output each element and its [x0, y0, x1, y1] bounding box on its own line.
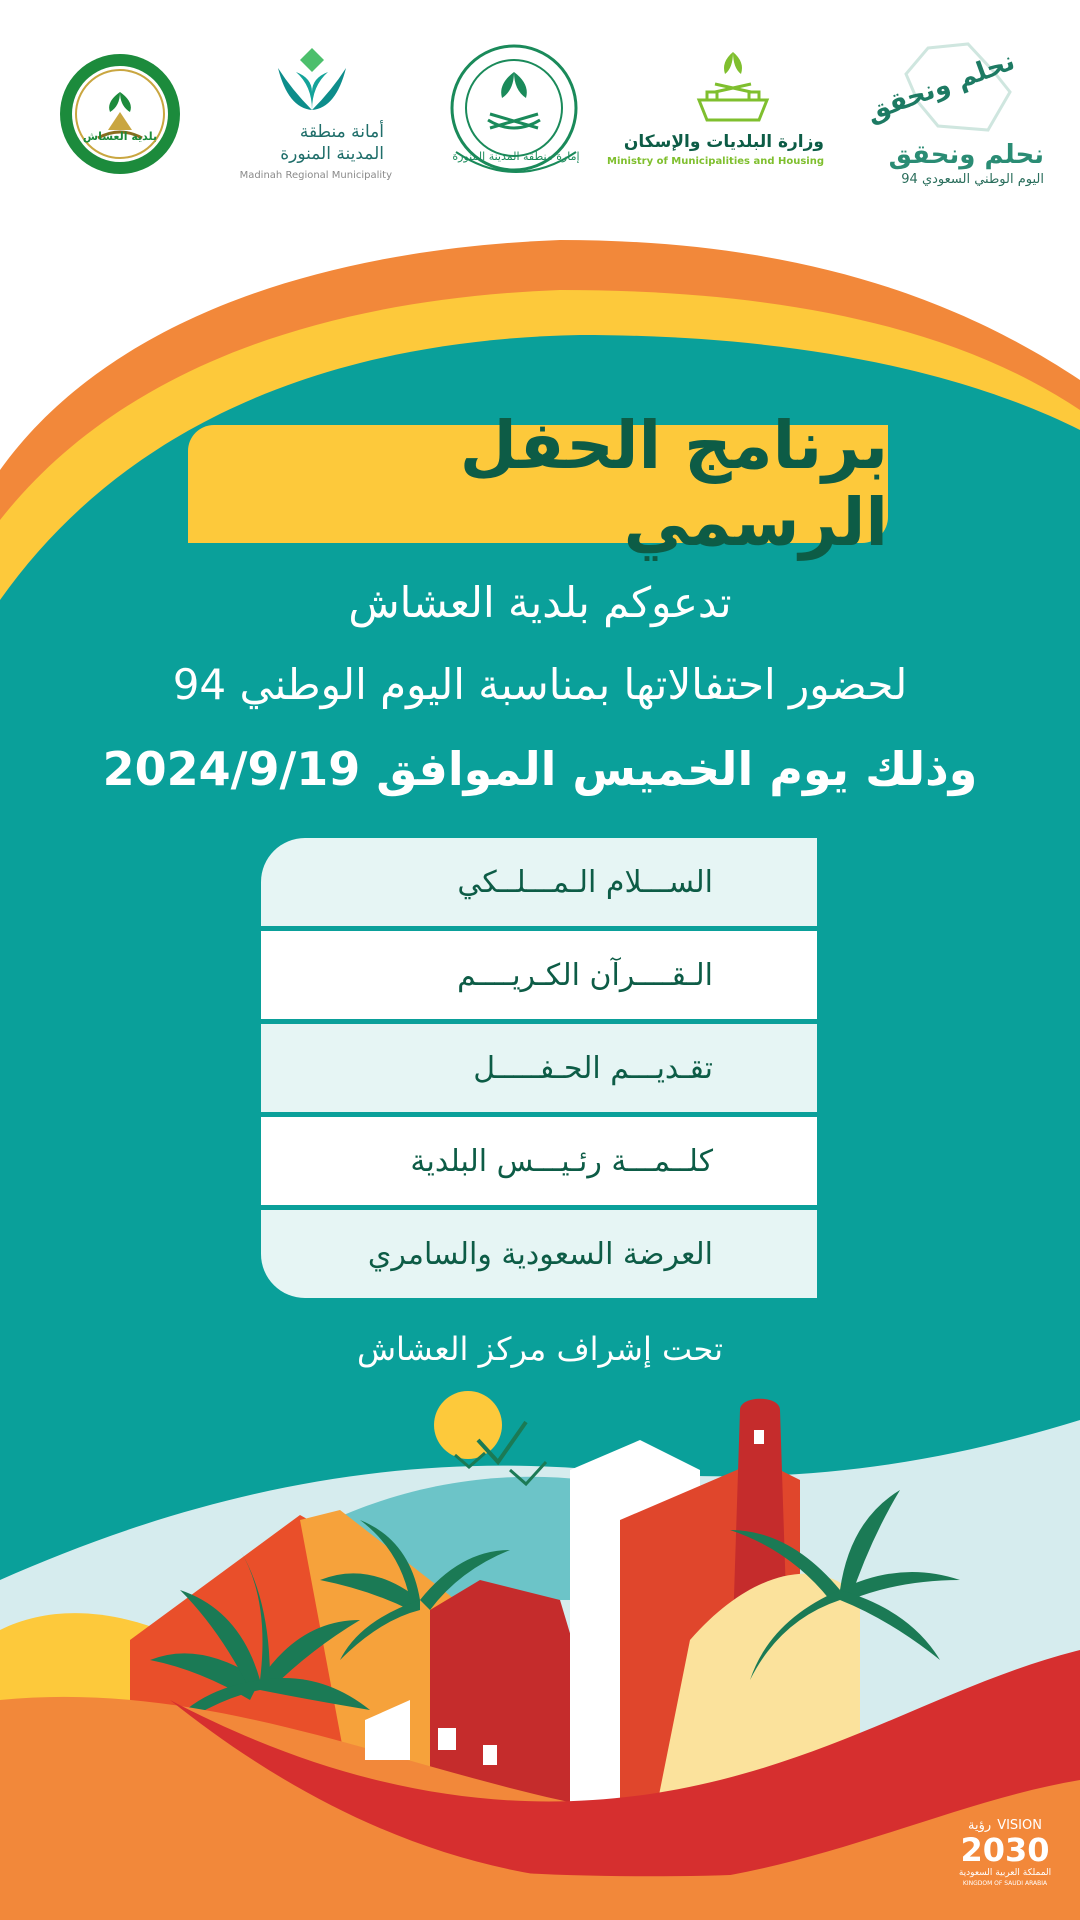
national-day-title: نحلم ونحقق [888, 140, 1044, 170]
vision-2030-logo [950, 1818, 1060, 1888]
program-item [261, 838, 817, 926]
vision-year: 2030 [960, 1831, 1050, 1869]
ministry-ar: وزارة البلديات والإسكان [623, 132, 824, 152]
national-day-logo [862, 42, 1048, 192]
program-item-label: العرضة السعودية والسامري [367, 1236, 713, 1272]
program-item-label: تقـديـــم الحـفـــــل [473, 1050, 713, 1086]
vision-word-ar: رؤية [968, 1818, 992, 1833]
madinah-ar-line2: المدينة المنورة [280, 144, 384, 164]
ministry-en: Ministry of Municipalities and Housing [607, 156, 824, 167]
madinah-municipality-logo [232, 46, 392, 186]
program-item [261, 1117, 817, 1205]
tower-window [754, 1430, 764, 1444]
program-list [261, 838, 817, 1298]
alashash-badge-logo [58, 52, 182, 176]
small-window-2 [483, 1745, 497, 1765]
program-item-label: الـقــــرآن الكـريــــم [457, 957, 713, 993]
madinah-en: Madinah Regional Municipality [239, 170, 392, 181]
supervision-text: تحت إشراف مركز العشاش [356, 1330, 724, 1368]
national-day-subtitle: اليوم الوطني السعودي 94 [901, 172, 1044, 187]
emirate-seal-text: إمارة منطقة المدينة المنورة [452, 150, 580, 163]
invitation-line-2: لحضور احتفالاتها بمناسبة اليوم الوطني 94 [172, 660, 908, 709]
program-item [261, 1024, 817, 1112]
vision-word-en: VISION [997, 1818, 1042, 1833]
program-item-label: كلــمـــة رئـيـــس البلدية [410, 1143, 713, 1179]
emirate-seal-logo [438, 44, 594, 180]
national-day-script: نحلم ونحقق [862, 46, 1019, 128]
program-title: برنامج الحفل الرسمي [459, 407, 888, 561]
sun [434, 1391, 502, 1459]
madinah-ar-line1: أمانة منطقة [299, 122, 384, 142]
header-logos [0, 0, 1080, 200]
badge-banner-text: بلدية العشاش [82, 130, 158, 143]
program-item [261, 1210, 817, 1298]
ministry-logo [607, 48, 828, 178]
program-item-label: الســـلام الـمـــلــكي [457, 864, 713, 900]
invitation-line-1: تدعوكم بلدية العشاش [348, 578, 732, 627]
program-title-box [188, 407, 888, 561]
invitation-line-3: وذلك يوم الخميس الموافق 2024/9/19 [102, 742, 978, 796]
vision-en: KINGDOM OF SAUDI ARABIA [962, 1880, 1048, 1887]
small-window-1 [438, 1728, 456, 1750]
program-item [261, 931, 817, 1019]
vision-ar: المملكة العربية السعودية [958, 1868, 1052, 1878]
